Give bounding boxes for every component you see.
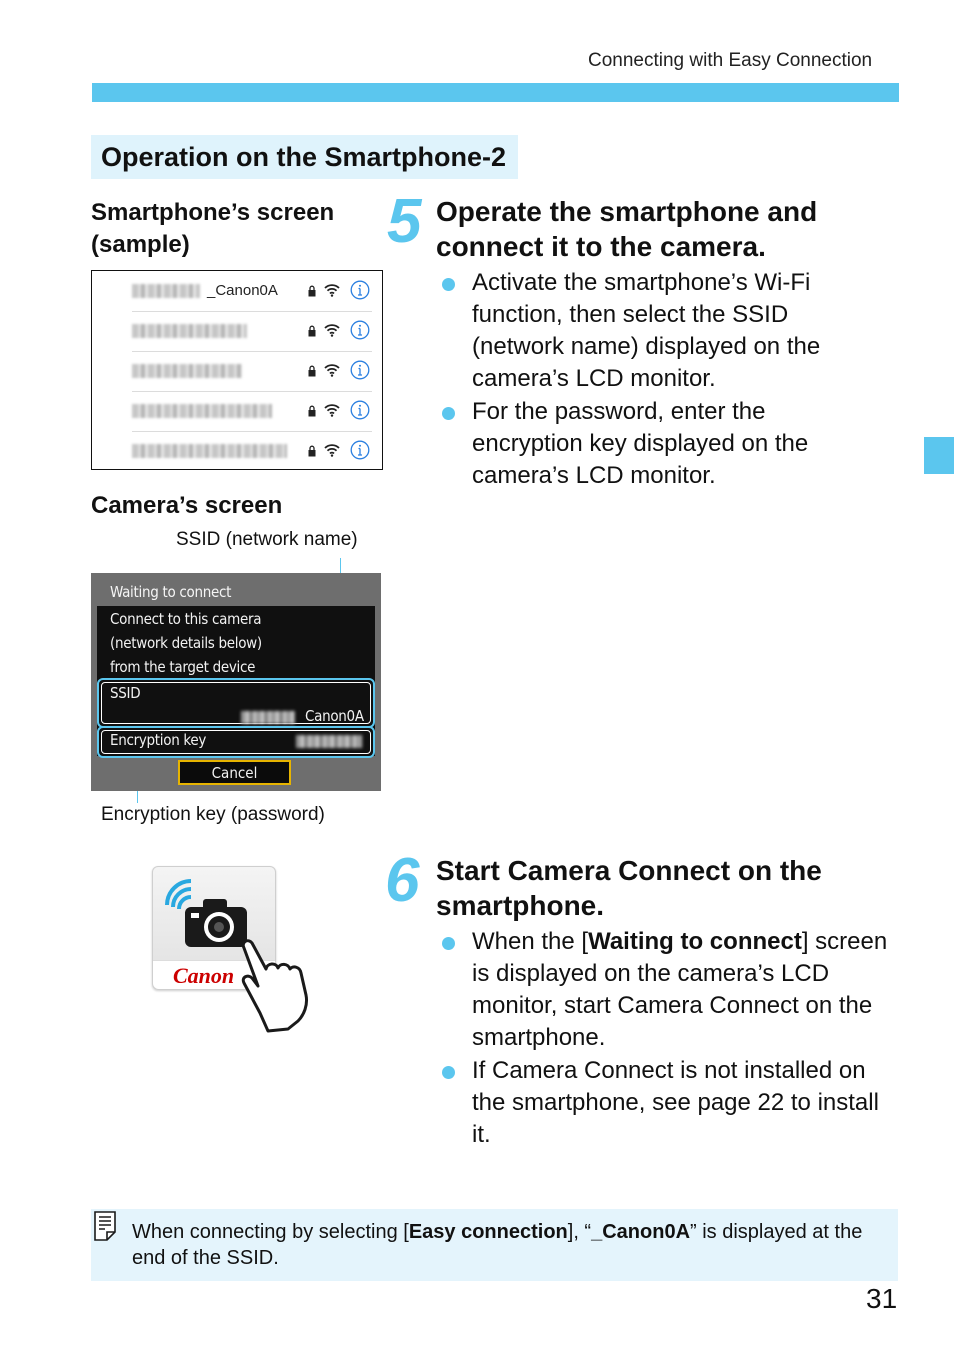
note-box	[91, 1209, 898, 1281]
step-title: Start Camera Connect on the smartphone.	[436, 855, 822, 921]
info-icon[interactable]	[350, 280, 370, 300]
note-text-part: When connecting by selecting [	[132, 1221, 409, 1243]
smartphone-wifi-list	[91, 270, 383, 470]
lock-icon	[308, 365, 316, 377]
note-text-part: ” is displayed at the end of the SSID.	[132, 1221, 863, 1269]
memo-icon	[94, 1211, 116, 1241]
blurred-encryption-key	[296, 735, 362, 748]
bullet-bold-text: Waiting to connect	[588, 928, 802, 955]
note-bold-text: Easy connection	[408, 1221, 568, 1243]
note-bold-text: _Canon0A	[591, 1221, 691, 1243]
blurred-ssid	[132, 364, 242, 378]
camera-screen-line: (network details below)	[110, 634, 262, 652]
camera-connect-app-illustration	[152, 866, 324, 1036]
camera-screen-label: Camera’s screen	[91, 492, 283, 519]
wifi-network-row[interactable]	[132, 311, 372, 352]
wifi-network-row[interactable]	[132, 271, 372, 312]
bullet-item	[436, 926, 898, 1054]
blurred-ssid	[132, 284, 200, 298]
camera-screen-title: Waiting to connect	[110, 583, 232, 601]
lock-icon	[308, 445, 316, 457]
wifi-signal-icon	[324, 363, 340, 377]
bullet-text: When the [	[472, 928, 589, 955]
page-number: 31	[866, 1283, 898, 1314]
smartphone-screen-label: Smartphone’s screen (sample)	[91, 199, 335, 258]
section-title	[91, 135, 518, 179]
step-number: 5	[387, 187, 422, 256]
blurred-ssid	[132, 404, 272, 418]
wifi-network-row[interactable]	[132, 351, 372, 392]
bullet-item: For the password, enter the encryption key displayed on the camera’s LCD monitor.	[436, 396, 876, 492]
camera-screen-line: from the target device	[110, 658, 256, 676]
lock-icon	[308, 285, 316, 297]
camera-screen-line: Connect to this camera	[110, 610, 262, 628]
canon-logo-text: Canon	[173, 963, 235, 988]
wifi-signal-icon	[324, 403, 340, 417]
camera-lcd-screen	[91, 573, 381, 791]
running-header: Connecting with Easy Connection	[588, 50, 873, 71]
note-text	[132, 1219, 882, 1271]
step-bullets	[436, 267, 876, 493]
step-title: Operate the smartphone and connect it to the camera.	[436, 196, 818, 262]
cancel-label: Cancel	[211, 763, 258, 782]
ssid-suffix: _Canon0A	[207, 282, 278, 299]
bullet-text: ] screen is displayed on the camera’s LCD monitor, start Camera Connect on the smartphone.	[472, 928, 888, 1051]
info-icon[interactable]	[350, 400, 370, 420]
key-callout-label: Encryption key (password)	[101, 804, 325, 825]
step-bullets	[436, 926, 898, 1152]
wifi-network-row[interactable]	[132, 391, 372, 432]
section-title-text: Operation on the Smartphone-2	[101, 141, 507, 172]
cancel-button[interactable]	[178, 760, 291, 785]
blurred-ssid	[132, 444, 287, 458]
wifi-signal-icon	[324, 323, 340, 337]
info-icon[interactable]	[350, 360, 370, 380]
lock-icon	[308, 325, 316, 337]
ssid-label: SSID	[110, 684, 141, 702]
header-rule	[92, 83, 899, 102]
lock-icon	[308, 405, 316, 417]
step-number: 6	[385, 846, 420, 915]
blurred-ssid	[132, 324, 247, 338]
info-icon[interactable]	[350, 320, 370, 340]
ssid-callout-label: SSID (network name)	[176, 529, 358, 550]
chapter-tab	[924, 437, 954, 474]
bullet-item: If Camera Connect is not installed on the smartphone, see page 22 to install it.	[436, 1055, 898, 1151]
wifi-signal-icon	[324, 443, 340, 457]
encryption-key-label: Encryption key	[110, 731, 207, 749]
tapping-hand-icon	[236, 938, 324, 1036]
wifi-network-row[interactable]	[132, 431, 372, 471]
wifi-signal-icon	[324, 283, 340, 297]
bullet-item: Activate the smartphone’s Wi-Fi function, then select the SSID (network name) displayed on the camera’s LCD monitor.	[436, 267, 876, 395]
blurred-ssid-prefix	[241, 711, 295, 724]
info-icon[interactable]	[350, 440, 370, 460]
note-text-part: ], “	[567, 1221, 592, 1243]
ssid-value: Canon0A	[305, 707, 364, 725]
